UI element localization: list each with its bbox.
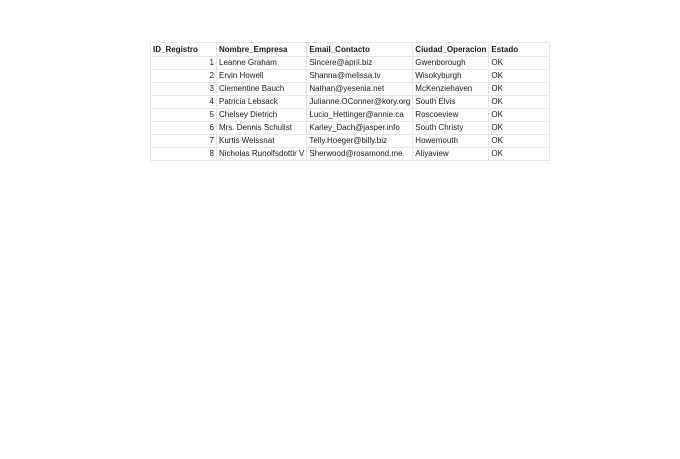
header-row bbox=[151, 43, 550, 57]
email-cell[interactable]: Julianne.OConner@kory.org bbox=[307, 96, 413, 109]
id-cell[interactable]: 6 bbox=[151, 122, 217, 135]
header-cell-nombre-empresa[interactable]: Nombre_Empresa bbox=[217, 43, 307, 57]
city-cell[interactable]: Aliyaview bbox=[413, 148, 489, 161]
status-cell[interactable]: OK bbox=[489, 122, 550, 135]
company-cell[interactable]: Patricia Lebsack bbox=[217, 96, 307, 109]
status-cell[interactable]: OK bbox=[489, 70, 550, 83]
table-row bbox=[151, 70, 550, 83]
email-cell[interactable]: Sherwood@rosamond.me bbox=[307, 148, 413, 161]
data-table bbox=[150, 42, 550, 161]
status-cell[interactable]: OK bbox=[489, 96, 550, 109]
table-row bbox=[151, 122, 550, 135]
company-cell[interactable]: Leanne Graham bbox=[217, 57, 307, 70]
table-row bbox=[151, 109, 550, 122]
email-cell[interactable]: Shanna@melissa.tv bbox=[307, 70, 413, 83]
table-row bbox=[151, 135, 550, 148]
id-cell[interactable]: 8 bbox=[151, 148, 217, 161]
company-cell[interactable]: Kurtis Weissnat bbox=[217, 135, 307, 148]
email-cell[interactable]: Karley_Dach@jasper.info bbox=[307, 122, 413, 135]
id-cell[interactable]: 7 bbox=[151, 135, 217, 148]
company-cell[interactable]: Mrs. Dennis Schulist bbox=[217, 122, 307, 135]
table-row bbox=[151, 83, 550, 96]
company-cell[interactable]: Nicholas Runolfsdottir V bbox=[217, 148, 307, 161]
city-cell[interactable]: Gwenborough bbox=[413, 57, 489, 70]
table-row bbox=[151, 57, 550, 70]
email-cell[interactable]: Nathan@yesenia.net bbox=[307, 83, 413, 96]
id-cell[interactable]: 1 bbox=[151, 57, 217, 70]
id-cell[interactable]: 3 bbox=[151, 83, 217, 96]
id-cell[interactable]: 2 bbox=[151, 70, 217, 83]
status-cell[interactable]: OK bbox=[489, 109, 550, 122]
email-cell[interactable]: Sincere@april.biz bbox=[307, 57, 413, 70]
header-cell-ciudad-operacion[interactable]: Ciudad_Operacion bbox=[413, 43, 489, 57]
company-cell[interactable]: Ervin Howell bbox=[217, 70, 307, 83]
company-cell[interactable]: Clementine Bauch bbox=[217, 83, 307, 96]
status-cell[interactable]: OK bbox=[489, 148, 550, 161]
city-cell[interactable]: Roscoeview bbox=[413, 109, 489, 122]
header-cell-email-contacto[interactable]: Email_Contacto bbox=[307, 43, 413, 57]
header-cell-estado[interactable]: Estado bbox=[489, 43, 550, 57]
company-cell[interactable]: Chelsey Dietrich bbox=[217, 109, 307, 122]
header-cell-id-registro[interactable]: ID_Registro bbox=[151, 43, 217, 57]
city-cell[interactable]: South Elvis bbox=[413, 96, 489, 109]
email-cell[interactable]: Lucio_Hettinger@annie.ca bbox=[307, 109, 413, 122]
status-cell[interactable]: OK bbox=[489, 57, 550, 70]
id-cell[interactable]: 4 bbox=[151, 96, 217, 109]
status-cell[interactable]: OK bbox=[489, 135, 550, 148]
city-cell[interactable]: McKenziehaven bbox=[413, 83, 489, 96]
table-row bbox=[151, 96, 550, 109]
email-cell[interactable]: Telly.Hoeger@billy.biz bbox=[307, 135, 413, 148]
city-cell[interactable]: South Christy bbox=[413, 122, 489, 135]
city-cell[interactable]: Wisokyburgh bbox=[413, 70, 489, 83]
id-cell[interactable]: 5 bbox=[151, 109, 217, 122]
table-row bbox=[151, 148, 550, 161]
city-cell[interactable]: Howemouth bbox=[413, 135, 489, 148]
status-cell[interactable]: OK bbox=[489, 83, 550, 96]
